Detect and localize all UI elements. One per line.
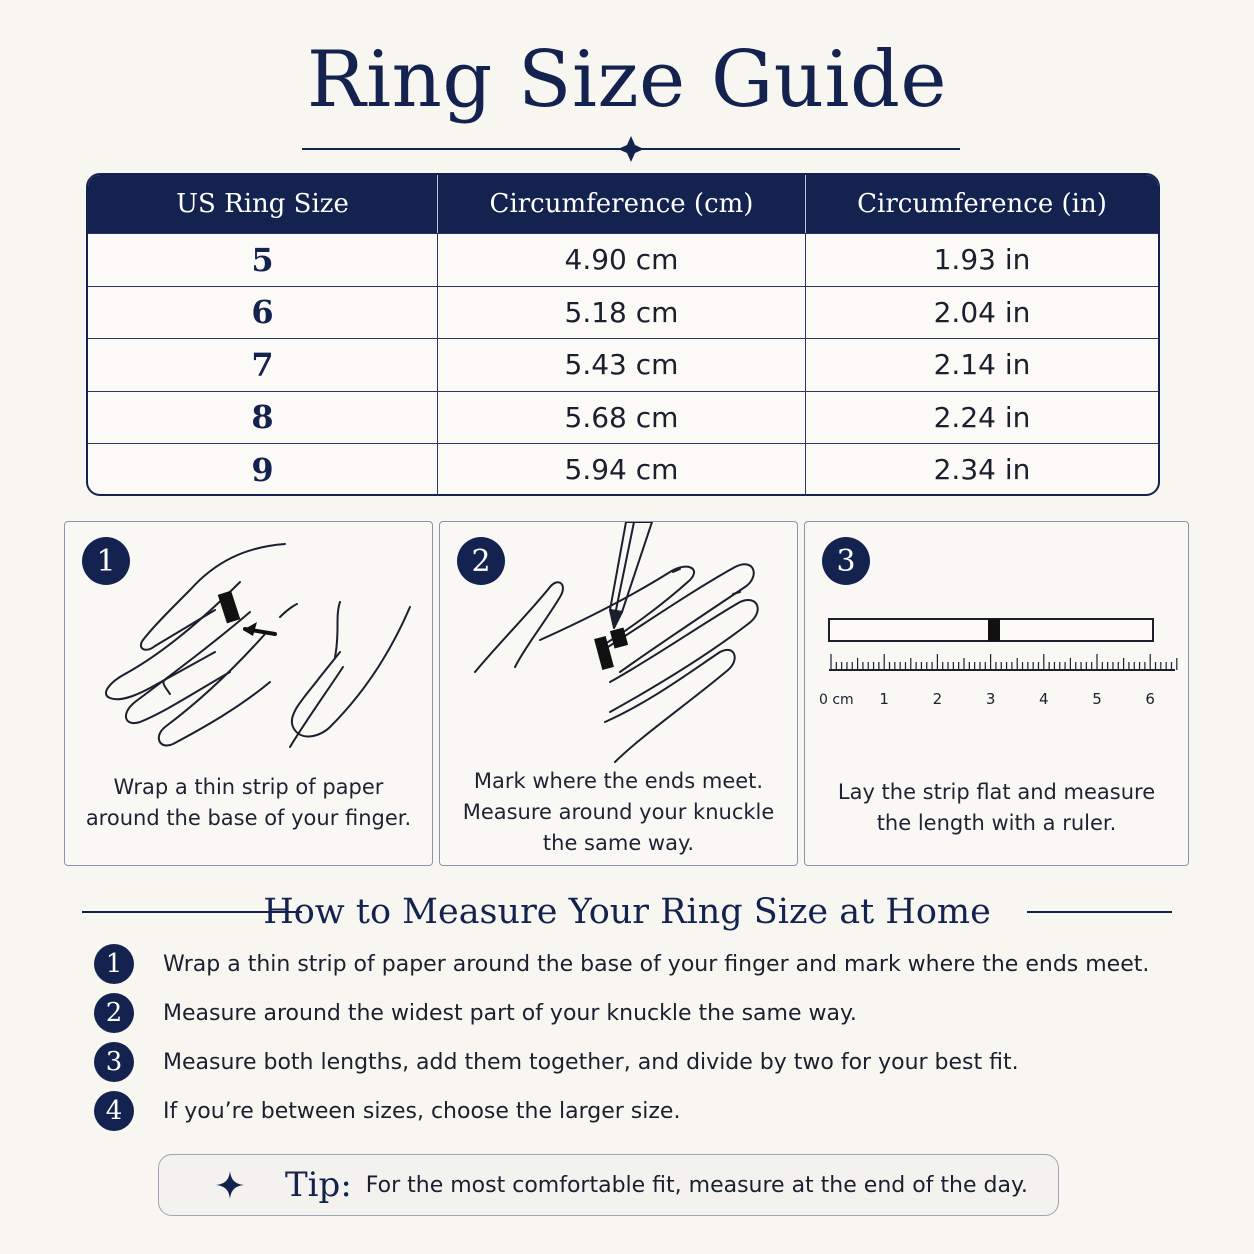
in-cell: 1.93 in xyxy=(933,243,1031,277)
cm-cell: 5.43 cm xyxy=(438,339,806,391)
panel-caption: Mark where the ends meet. Measure around your knuckle the same way. xyxy=(462,769,775,855)
step-number-badge: 4 xyxy=(94,1091,134,1131)
step-text: If you’re between sizes, choose the larger size. xyxy=(163,1098,681,1124)
step-number-badge: 3 xyxy=(822,537,870,585)
cm-cell: 5.18 cm xyxy=(438,287,806,339)
in-cell: 2.14 in xyxy=(933,348,1031,382)
instruction-step xyxy=(94,993,857,1033)
step-number-badge: 2 xyxy=(457,537,505,585)
in-cell: 2.04 in xyxy=(933,295,1031,329)
header-us-ring-size: US Ring Size xyxy=(88,175,438,233)
size-cell: 9 xyxy=(88,444,438,496)
step-number-badge: 1 xyxy=(94,944,134,984)
instruction-step xyxy=(94,1091,680,1131)
ruler-unit-label: 0 cm xyxy=(819,692,854,708)
ruler-labels xyxy=(879,690,1155,708)
ruler-label: 5 xyxy=(1092,690,1102,708)
tip-text: For the most comfortable fit, measure at the end of the day. xyxy=(365,1172,1028,1198)
section-title: How to Measure Your Ring Size at Home xyxy=(263,892,991,932)
page-title: Ring Size Guide xyxy=(306,35,948,125)
ruler-label: 6 xyxy=(1145,690,1155,708)
strip-mark xyxy=(988,619,1000,641)
tip-box xyxy=(158,1154,1059,1216)
step-panel-3 xyxy=(804,521,1189,866)
cm-cell: 5.68 cm xyxy=(438,392,806,444)
step-number-badge: 1 xyxy=(82,537,130,585)
in-cell: 2.34 in xyxy=(933,453,1031,487)
instruction-step xyxy=(94,1042,1019,1082)
ruler-label: 2 xyxy=(932,690,943,708)
sparkle-icon xyxy=(215,1170,245,1200)
cm-cell: 4.90 cm xyxy=(438,234,806,286)
step-text: Measure around the widest part of your knuckle the same way. xyxy=(163,1000,857,1026)
cm-cell: 5.94 cm xyxy=(438,444,806,496)
header-circumference-in: Circumference (in) xyxy=(857,189,1107,219)
tip-label: Tip: xyxy=(285,1165,352,1205)
size-cell: 5 xyxy=(88,234,438,286)
ruler-label: 1 xyxy=(879,690,889,708)
panel-caption: Lay the strip flat and measure the length with a ruler. xyxy=(837,780,1156,835)
ring-size-table xyxy=(86,173,1160,496)
table-row xyxy=(88,286,1158,339)
in-cell: 2.24 in xyxy=(933,400,1031,434)
step-panel-2 xyxy=(439,521,798,866)
table-row xyxy=(88,338,1158,391)
step-text: Measure both lengths, add them together, and divide by two for your best fit. xyxy=(163,1049,1019,1075)
header-circumference-cm: Circumference (cm) xyxy=(438,175,806,233)
size-cell: 8 xyxy=(88,392,438,444)
panel-caption: Wrap a thin strip of paper around the base of your finger. xyxy=(85,775,412,830)
size-cell: 7 xyxy=(88,339,438,391)
title-divider xyxy=(302,134,960,164)
table-header xyxy=(88,175,1158,233)
table-row xyxy=(88,233,1158,286)
instruction-step xyxy=(94,944,1149,984)
ruler-ticks xyxy=(831,654,1177,670)
step-number-badge: 3 xyxy=(94,1042,134,1082)
size-cell: 6 xyxy=(88,287,438,339)
table-row xyxy=(88,443,1158,496)
diamond-ornament-icon xyxy=(618,136,644,162)
table-row xyxy=(88,391,1158,444)
step-text: Wrap a thin strip of paper around the base of your finger and mark where the ends meet. xyxy=(163,951,1150,977)
ruler-label: 3 xyxy=(985,690,996,708)
step-panel-1 xyxy=(64,521,433,866)
step-number-badge: 2 xyxy=(94,993,134,1033)
ruler-label: 4 xyxy=(1039,690,1049,708)
